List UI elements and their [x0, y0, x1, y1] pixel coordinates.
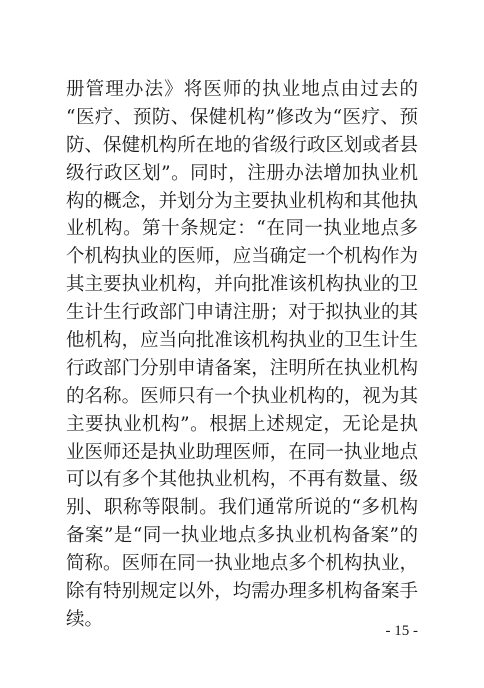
- text-line: 别、职称等限制。我们通常所说的“多机构: [66, 497, 418, 519]
- text-line: 构的概念，并划分为主要执业机构和其他执: [66, 190, 418, 212]
- page-number: - 15 -: [385, 623, 418, 639]
- text-line: 生计生行政部门申请注册；对于拟执业的其: [66, 302, 418, 324]
- text-line: “医疗、预防、保健机构”修改为“医疗、预: [66, 106, 418, 128]
- text-line: 他机构，应当向批准该机构执业的卫生计生: [66, 330, 418, 352]
- text-line: 行政部门分别申请备案，注明所在执业机构: [66, 357, 418, 379]
- text-line: 可以有多个其他执业机构，不再有数量、级: [66, 469, 418, 491]
- text-line: 册管理办法》将医师的执业地点由过去的: [66, 79, 418, 100]
- text-line: 防、保健机构所在地的省级行政区划或者县: [66, 134, 418, 156]
- text-line: 业医师还是执业助理医师，在同一执业地点: [66, 441, 418, 463]
- text-line: 的名称。医师只有一个执业机构的，视为其: [66, 385, 418, 407]
- text-line: 个机构执业的医师，应当确定一个机构作为: [66, 246, 418, 268]
- body-text: [66, 76, 418, 634]
- text-line: 续。: [66, 608, 104, 630]
- text-line: 级行政区划”。同时，注册办法增加执业机: [66, 162, 418, 184]
- text-line: 其主要执业机构，并向批准该机构执业的卫: [66, 274, 418, 296]
- text-line: 除有特别规定以外，均需办理多机构备案手: [66, 581, 418, 603]
- text-line: 业机构。第十条规定：“在同一执业地点多: [66, 218, 418, 240]
- text-line: 主要执业机构”。根据上述规定，无论是执: [66, 413, 418, 435]
- text-line: 备案”是“同一执业地点多执业机构备案”的: [66, 525, 418, 547]
- text-line: 简称。医师在同一执业地点多个机构执业，: [66, 553, 418, 575]
